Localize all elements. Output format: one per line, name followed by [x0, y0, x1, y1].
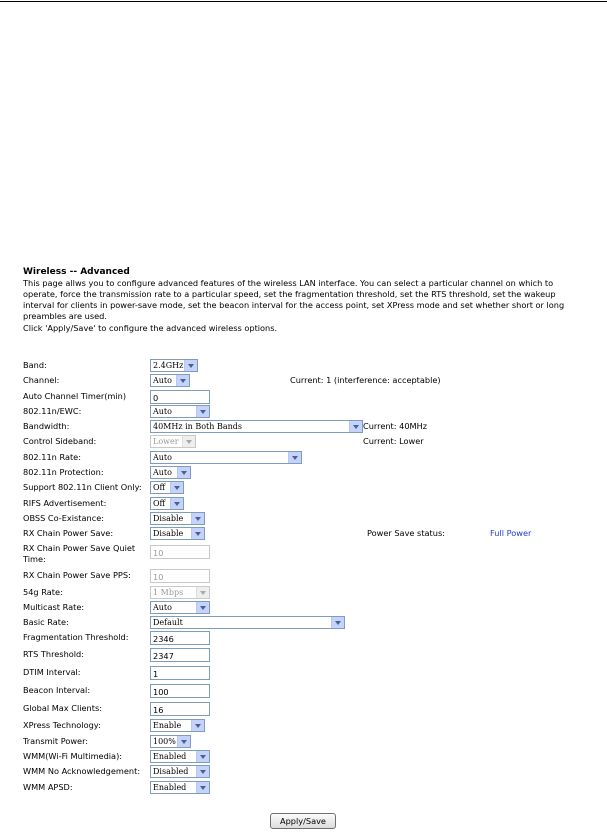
chevron-down-icon: [196, 406, 209, 417]
band-row: [23, 358, 583, 373]
band-select[interactable]: 2.4GHz: [150, 359, 198, 372]
transmit-power-label: Transmit Power:: [23, 735, 89, 746]
transmit-power-row: [23, 734, 583, 749]
page-header: [23, 267, 583, 334]
wmm-select[interactable]: Enabled: [150, 750, 210, 763]
g-rate-label: 54g Rate:: [23, 586, 63, 597]
page-title: Wireless -- Advanced: [23, 267, 130, 277]
wmm-row: [23, 749, 583, 764]
auto-channel-timer-label: Auto Channel Timer(min): [23, 390, 127, 401]
wmm-no-ack-label: WMM No Acknowledgement:: [23, 766, 141, 777]
chevron-down-icon: [196, 766, 209, 777]
channel-label: Channel:: [23, 375, 60, 386]
dtim-interval-row: [23, 665, 583, 683]
chevron-down-icon: [177, 736, 190, 747]
rts-threshold-label: RTS Threshold:: [23, 649, 85, 660]
channel-row: [23, 373, 583, 388]
chevron-down-icon: [176, 375, 189, 386]
multicast-rate-row: [23, 600, 583, 615]
chevron-down-icon: [196, 587, 209, 598]
control-sideband-select: Lower: [150, 435, 196, 448]
ewc-row: [23, 404, 583, 419]
basic-rate-label: Basic Rate:: [23, 617, 69, 628]
n-protection-select[interactable]: Auto: [150, 466, 191, 479]
beacon-interval-row: [23, 683, 583, 701]
chevron-down-icon: [196, 751, 209, 762]
page-instruction: Click 'Apply/Save' to configure the advanced wireless options.: [23, 322, 278, 333]
dtim-interval-input[interactable]: 1: [150, 666, 210, 680]
chevron-down-icon: [184, 360, 197, 371]
xpress-label: XPress Technology:: [23, 720, 101, 731]
chevron-down-icon: [196, 602, 209, 613]
power-save-status-value: Full Power: [490, 528, 532, 539]
control-sideband-label: Control Sideband:: [23, 436, 97, 447]
xpress-row: [23, 718, 583, 733]
frag-threshold-label: Fragmentation Threshold:: [23, 632, 129, 643]
chevron-down-icon: [191, 720, 204, 731]
beacon-interval-label: Beacon Interval:: [23, 685, 91, 696]
chevron-down-icon: [177, 467, 190, 478]
xpress-select[interactable]: Enable: [150, 719, 205, 732]
chevron-down-icon: [349, 421, 362, 432]
n-client-only-label: Support 802.11n Client Only:: [23, 482, 142, 493]
n-protection-row: [23, 465, 583, 480]
bandwidth-select[interactable]: 40MHz in Both Bands: [150, 420, 363, 433]
g-rate-select: 1 Mbps: [150, 586, 210, 599]
rx-chain-ps-quiet-label: RX Chain Power Save Quiet Time:: [23, 542, 136, 564]
global-max-clients-input[interactable]: 16: [150, 702, 210, 716]
rx-chain-ps-row: [23, 526, 583, 541]
rts-threshold-input[interactable]: 2347: [150, 648, 210, 662]
n-client-only-row: [23, 480, 583, 495]
control-sideband-status: Current: Lower: [363, 436, 424, 447]
wmm-no-ack-row: [23, 764, 583, 779]
global-max-clients-label: Global Max Clients:: [23, 703, 102, 714]
rifs-row: [23, 496, 583, 511]
chevron-down-icon: [170, 498, 183, 509]
rx-chain-ps-quiet-row: [23, 542, 583, 568]
rx-chain-ps-pps-row: [23, 568, 583, 585]
dtim-interval-label: DTIM Interval:: [23, 667, 81, 678]
bandwidth-status: Current: 40MHz: [363, 421, 428, 432]
global-max-clients-row: [23, 701, 583, 718]
g-rate-row: [23, 585, 583, 600]
transmit-power-select[interactable]: 100%: [150, 735, 191, 748]
rifs-label: RIFS Advertisement:: [23, 497, 107, 508]
band-label: Band:: [23, 360, 47, 370]
n-protection-label: 802.11n Protection:: [23, 467, 104, 478]
n-rate-select[interactable]: Auto: [150, 451, 302, 464]
wmm-label: WMM(Wi-Fi Multimedia):: [23, 751, 123, 762]
chevron-down-icon: [191, 528, 204, 539]
bandwidth-row: [23, 419, 583, 434]
chevron-down-icon: [196, 782, 209, 793]
chevron-down-icon: [182, 436, 195, 447]
n-rate-row: [23, 450, 583, 465]
multicast-rate-label: Multicast Rate:: [23, 601, 85, 612]
n-client-only-select[interactable]: Off: [150, 481, 184, 494]
channel-status: Current: 1 (interference: acceptable): [290, 375, 441, 386]
multicast-rate-select[interactable]: Auto: [150, 601, 210, 614]
n-rate-label: 802.11n Rate:: [23, 451, 81, 462]
advanced-wireless-form: [23, 358, 583, 795]
basic-rate-row: [23, 615, 583, 630]
auto-channel-timer-row: [23, 389, 583, 404]
bandwidth-label: Bandwidth:: [23, 421, 70, 432]
power-save-status-label: Power Save status:: [367, 528, 445, 539]
frag-threshold-input[interactable]: 2346: [150, 631, 210, 645]
apply-save-button[interactable]: Apply/Save: [270, 813, 336, 829]
chevron-down-icon: [170, 482, 183, 493]
rx-chain-ps-select[interactable]: Disable: [150, 527, 205, 540]
ewc-select[interactable]: Auto: [150, 405, 210, 418]
rx-chain-ps-pps-label: RX Chain Power Save PPS:: [23, 569, 131, 580]
wmm-no-ack-select[interactable]: Disabled: [150, 765, 210, 778]
rifs-select[interactable]: Off: [150, 497, 184, 510]
channel-select[interactable]: Auto: [150, 374, 190, 387]
chevron-down-icon: [331, 617, 344, 628]
rx-chain-ps-label: RX Chain Power Save:: [23, 528, 114, 539]
auto-channel-timer-input[interactable]: 0: [150, 390, 210, 404]
obss-label: OBSS Co-Existance:: [23, 512, 105, 523]
wmm-apsd-select[interactable]: Enabled: [150, 781, 210, 794]
page-description: This page allws you to configure advanced features of the wireless LAN interface. You can select a particular channel on which to operate, force the transmission rate to a particular speed, set the fragmentation threshold, set the RTS threshold, set the wakeup interval for clients in power-save mode, set the beacon interval for the access point, set XPress mode and set whether short or long preambles are used.: [23, 278, 565, 321]
wmm-apsd-label: WMM APSD:: [23, 781, 73, 792]
top-divider: [0, 1, 607, 2]
control-sideband-row: [23, 434, 583, 449]
rx-chain-ps-quiet-input: 10: [150, 545, 210, 559]
ewc-label: 802.11n/EWC:: [23, 405, 82, 416]
chevron-down-icon: [288, 452, 301, 463]
rts-threshold-row: [23, 647, 583, 665]
obss-row: [23, 511, 583, 526]
frag-threshold-row: [23, 630, 583, 647]
rx-chain-ps-pps-input: 10: [150, 569, 210, 583]
beacon-interval-input[interactable]: 100: [150, 684, 210, 698]
chevron-down-icon: [191, 513, 204, 524]
wmm-apsd-row: [23, 780, 583, 795]
obss-select[interactable]: Disable: [150, 512, 205, 525]
basic-rate-select[interactable]: Default: [150, 616, 345, 629]
